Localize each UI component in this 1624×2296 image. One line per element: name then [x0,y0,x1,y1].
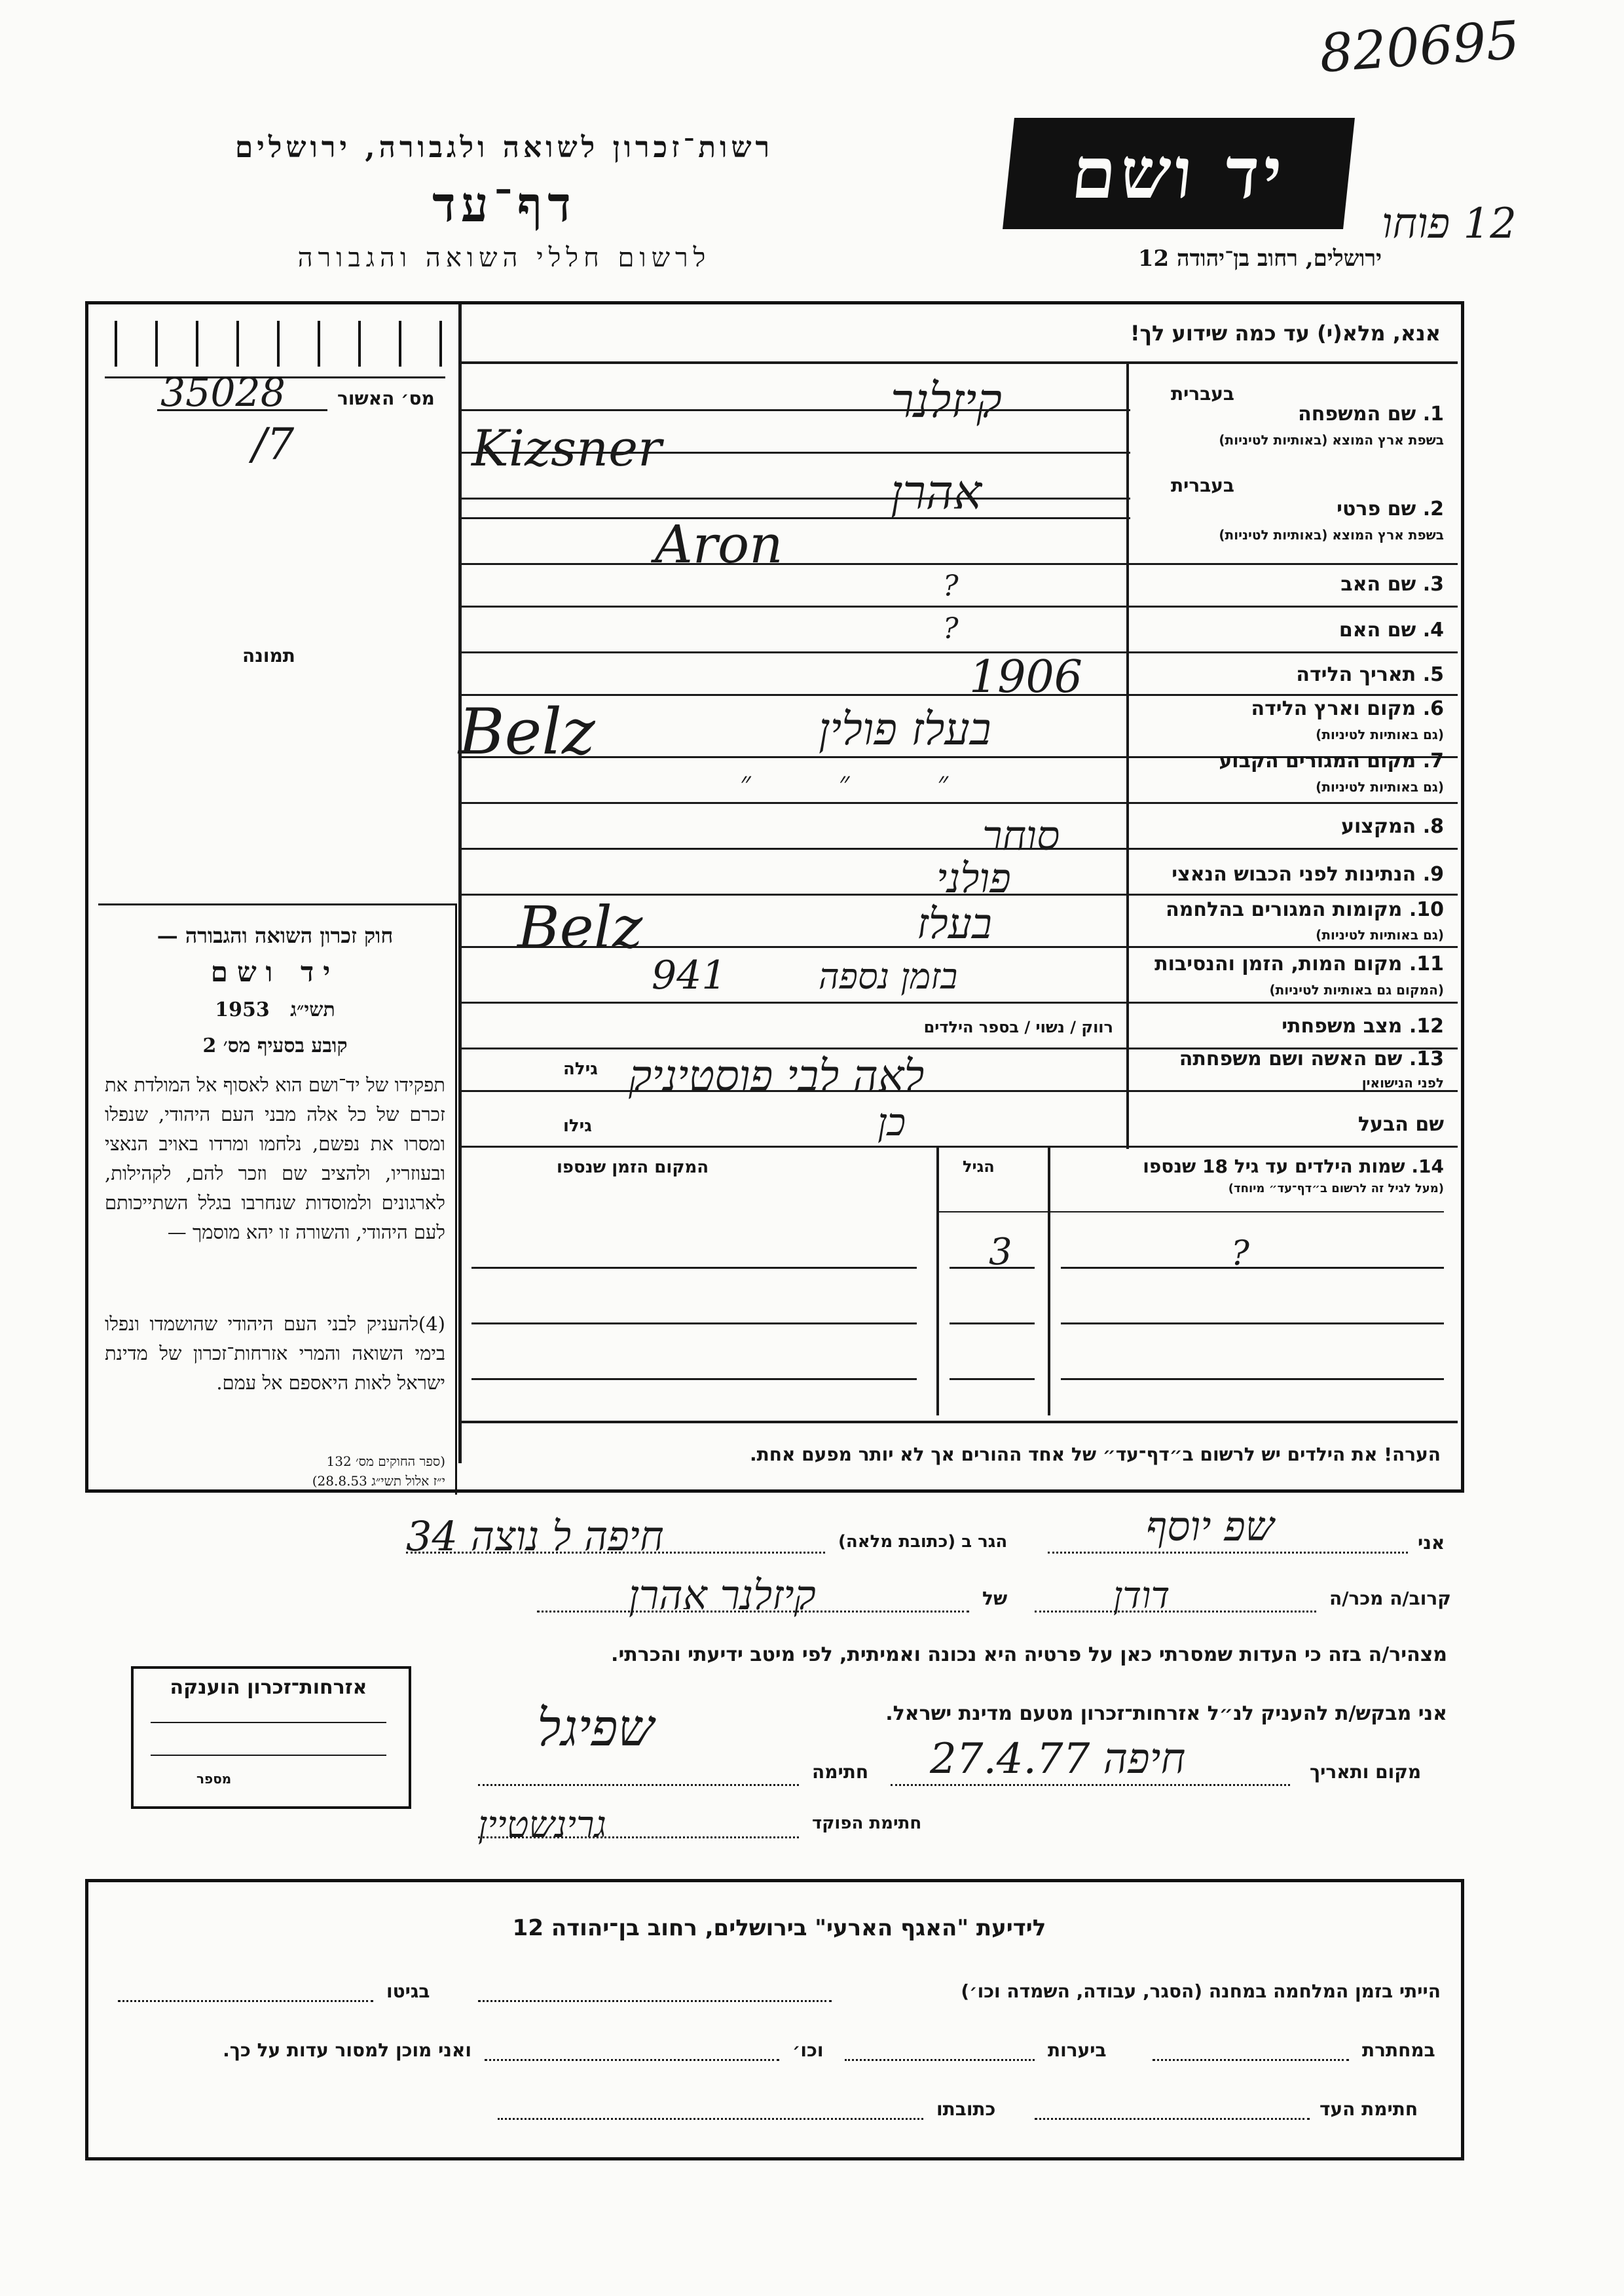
field-12-text: מצב משפחתי [1282,1015,1403,1038]
field-8-text: המקצוע [1340,815,1416,838]
field-4-label [1136,619,1444,642]
wife-name-value: לאה לבי פוסטיניק [629,1051,925,1101]
residing-label: הגר ב (כתובת מלאה) [838,1532,1008,1552]
relation-label: קרוב/ה מכר/ה [1329,1588,1451,1609]
field-10-label [1136,898,1444,921]
field-5-num: 5. [1422,663,1444,686]
form-title: דף־עד [432,177,576,233]
field-14-num: 14. [1411,1156,1444,1177]
field-6-sub: (גם באותיות לטיניות) [1316,727,1444,742]
birth-date-value: 1906 [969,651,1083,703]
field-3-label [1136,573,1444,596]
citizenship-box-title: אזרחות־זכרון הוענקה [170,1676,367,1699]
footer-underground-label: במחתרת [1362,2039,1435,2061]
father-name-value: ? [943,570,959,603]
law-title: חוק זכרון השואה והגבורה — [157,923,394,948]
footer-etc-label: וכו׳ [792,2039,824,2061]
field-1-text: שם המשפחה [1298,403,1416,426]
husband-value: כן [877,1100,906,1144]
relation-value: דודן [1113,1575,1170,1617]
approval-ticks [115,321,442,367]
death-place-value: בזמן נספה [819,956,958,997]
signature-label: חתימה [812,1761,869,1783]
field-10-num: 10. [1409,898,1444,921]
declarant-name-value: שפ יוסף [1146,1503,1274,1550]
field-2-heb-tag: בעברית [1170,475,1234,496]
yad-vashem-logo [1003,118,1355,229]
husband-age-label: גילו [563,1116,592,1136]
field-8-label [1136,815,1444,838]
field-14-label [1048,1156,1444,1177]
law-name: יד ושם [210,956,340,988]
field-2-label [1136,498,1444,520]
field-7-num: 7. [1422,750,1444,773]
marital-status-options: רווק / נשוי / בספר הילדים [923,1018,1113,1036]
law-source-1: (ספר החוקים מס׳ 132 [326,1453,445,1469]
birthplace-hebrew: בעלז פולין [819,704,991,756]
footer-forests-label: ביערות [1048,2039,1107,2061]
birthplace-latin: Belz [458,695,595,769]
field-4-text: שם האם [1338,619,1416,642]
children-note: הערה! את הילדים יש לרשום ב״דף־עד״ של אחד ההורים אך לא יותר מפעם אחת. [749,1444,1441,1465]
field-13-num: 13. [1409,1048,1444,1070]
residence-value: ״ ״ ״ [740,766,988,799]
field-3-num: 3. [1422,573,1444,596]
field-2-text: שם פרטי [1337,498,1416,520]
field-11-num: 11. [1409,953,1444,975]
wartime-residence-latin: Belz [517,894,643,961]
law-year [105,998,445,1021]
request-text: אני מבקש/ת להעניק לנ״ל אזרחות־זכרון מטעם מדינת ישראל. [885,1702,1447,1725]
field-13-sub: לפני הנישואין [1361,1075,1444,1091]
field-14-sub: (מעל לגיל זה לרשום ב״דף־עד״ מיוחד) [1228,1182,1444,1195]
field-10-sub: (גם באותיות לטיניות) [1316,927,1444,943]
law-text-2: (4)להעניק לבני העם היהודי שהושמדו ונפלו בימי השואה והמרי אזרחות־זכרון של מדינת ישראל לאות היאספם אל עמם. [105,1313,445,1394]
field-4-num: 4. [1422,619,1444,642]
footer-heading: לידיעת "האגף הארעי" בירושלים, רחוב בן־יהודה 12 [512,1915,1046,1941]
field-2-num: 2. [1422,498,1444,520]
officer-label: חתימת הפוקד [812,1813,922,1833]
field-14-text: שמות הילדים עד גיל 18 שנספו [1143,1156,1405,1177]
child-age-value: 3 [989,1231,1012,1273]
signature-value: שפיגל [537,1699,654,1758]
wife-age-label: גילה [563,1059,598,1079]
footer-address-label: כתובתו [936,2098,996,2120]
law-text: תפקידו של יד־ושם הוא לאסוף אל המולדת את זכרם של כל אלה מבני העם היהודי, שנפלו ומסרו את נפשם, נלחמו ומרדו באויב הנאצי ובעוזריו, ולהציב שם וזכר להם, לקהילות, לארגונים ולמוסדות שנחרבו בגלל השתייכותם לעם היהודי, והשורה זו יהא מוסמך — [105,1074,445,1243]
form-subtitle: לרשום חללי השואה והגבורה [297,243,711,273]
law-source-2: י״ז אלול תשי״ג 28.8.53) [312,1473,445,1489]
field-8-num: 8. [1422,815,1444,838]
law-year-hebrew: תשי״ג [290,998,335,1021]
husband-label: שם הבעל [1357,1113,1444,1136]
field-12-num: 12. [1409,1015,1444,1038]
of-label: של [982,1588,1008,1609]
approval-number: 35028 [160,370,286,416]
field-11-label [1136,953,1444,975]
declaration-text: מצהיר/ה בזה כי העדות שמסרתי כאן על פרטיה היא נכונה ואמיתית, לפי מיטב ידיעתי והכרתי. [611,1643,1447,1666]
nationality-value: פולני [936,854,1011,902]
surname-latin: Kizsner [471,419,662,477]
children-age-header: הגיל [963,1157,995,1176]
address-value: חיפה ל נוצה 34 [406,1512,664,1560]
law-clause: קובע בסעיף מס׳ 2 [202,1034,348,1057]
children-place-header: המקום הזמן שנספו [557,1157,709,1177]
address: ירושלים, רחוב בן־יהודה 12 [1137,246,1382,272]
place-date-value: חיפה 27.4.77 [930,1735,1186,1783]
firstname-latin: Aron [655,514,783,575]
approval-suffix: /7 [252,419,295,469]
field-1-heb-tag: בעברית [1170,383,1234,405]
place-date-label: מקום ותאריך [1310,1761,1422,1783]
field-2-sub: בשפת ארץ המוצא (באותיות לטיניות) [1219,527,1444,543]
field-6-text: מקום וארץ הלידה [1251,697,1416,720]
child-name-value: ? [1231,1234,1249,1273]
footer-camp-label: הייתי בזמן המלחמה במחנה (הסגר, עבודה, השמדה וכו׳) [961,1980,1441,2002]
field-1-label [1136,403,1444,426]
field-9-num: 9. [1422,863,1444,886]
field-7-sub: (גם באותיות לטיניות) [1316,779,1444,795]
field-7-label [1136,750,1444,773]
approval-label: מס׳ האשור [337,388,435,409]
footer-testimony-label: ואני מוכן למסור עדות על כך. [223,2039,471,2061]
footer-ghetto-label: בגיטו [386,1980,430,2002]
photo-label: תמונה [242,645,295,666]
field-11-text: מקום המות, הזמן והנסיבות [1154,953,1403,975]
law-year-number: 1953 [215,998,270,1021]
field-11-sub: (המקום גם באותיות לטיניות) [1269,982,1444,998]
field-1-num: 1. [1422,403,1444,426]
field-3-text: שם האב [1340,573,1416,596]
institution-name: רשות־זכרון לשואה ולגבורה, ירושלים [234,131,774,164]
of-value: קיזלנר אהרן [629,1571,816,1619]
mother-name-value: ? [943,612,959,646]
field-13-text: שם האשה ושם משפחתה [1179,1048,1403,1070]
field-6-num: 6. [1422,697,1444,720]
field-12-label [1136,1015,1444,1038]
death-year-value: 941 [652,953,727,998]
logo-text: יד ושם [1067,132,1290,215]
profession-value: סוחר [982,812,1060,860]
field-5-text: תאריך הלידה [1296,663,1416,686]
field-13-label [1136,1048,1444,1070]
field-6-label [1136,697,1444,720]
field-7-text: מקום המגורים הקבוע [1219,750,1416,773]
field-1-sub: בשפת ארץ המוצא (באותיות לטיניות) [1219,432,1444,448]
archive-number: 820695 [1317,9,1521,84]
folio-number: 12 פוחו [1382,200,1517,248]
firstname-hebrew: אהרן [891,465,982,520]
field-9-label [1136,863,1444,886]
field-5-label [1136,663,1444,686]
surname-hebrew: קיזלנר [891,373,1002,428]
footer-witness-signature-label: חתימת העד [1320,2098,1418,2120]
field-9-text: הנתינות לפני הכבוש הנאצי [1172,863,1416,886]
citizenship-box-number: מספר [196,1771,232,1787]
wartime-residence-hebrew: בעלז [917,900,992,949]
declarant-ani: אני [1418,1532,1445,1554]
field-10-text: מקומות המגורים בהלחמה [1166,898,1403,921]
intro-text: אנא, מלא(י) עד כמה שידוע לך! [1130,321,1441,346]
officer-signature: גרינשטיין [478,1804,606,1846]
